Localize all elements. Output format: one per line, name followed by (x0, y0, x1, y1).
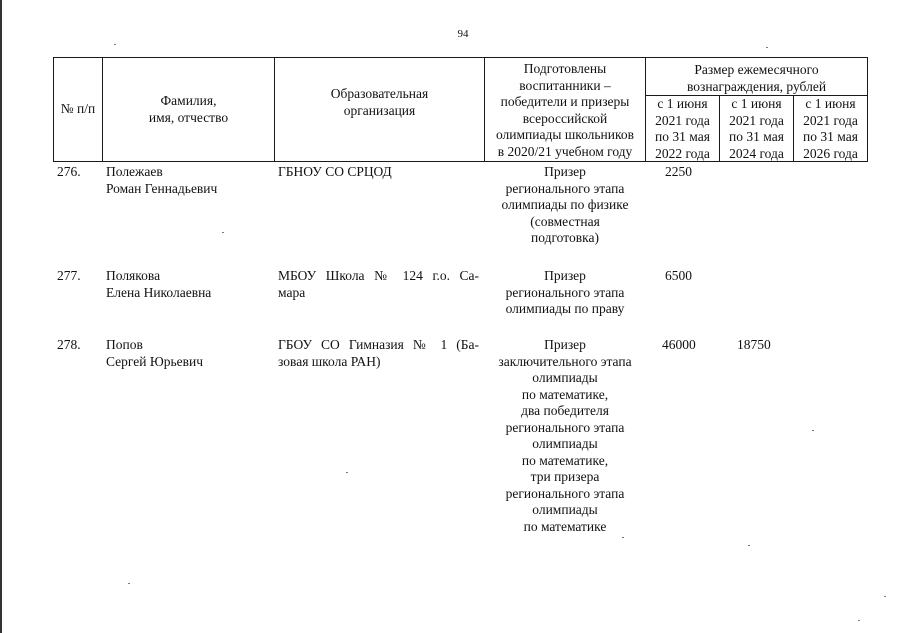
row-name: Полежаев Роман Геннадьевич (106, 164, 218, 196)
row-organization: ГБНОУ СО СРЦОД (278, 164, 392, 179)
row-amount-2024: 18750 (737, 337, 771, 352)
header-organization: Образовательная организация (330, 86, 429, 118)
header-prepared: Подготовлены воспитанники – победители и призеры всероссийской олимпиады школьников в 2020/21 учебном году (495, 61, 634, 159)
row-achievement: Призер регионального этапа олимпиады по праву (505, 268, 625, 316)
row-amount-2022: 6500 (665, 268, 692, 283)
row-organization: МБОУ Школа № 124 г.о. Са- мара (278, 268, 479, 300)
row-amount-2022: 2250 (665, 164, 692, 179)
row-number: 278. (57, 337, 81, 352)
header-amount: Размер ежемесячного вознаграждения, рублей (686, 62, 827, 94)
row-name: Попов Сергей Юрьевич (106, 337, 204, 369)
row-number: 276. (57, 164, 81, 179)
row-number: 277. (57, 268, 81, 283)
row-achievement: Призер регионального этапа олимпиады по физике (совместная подготовка) (501, 164, 629, 245)
header-period-2024: с 1 июня 2021 года по 31 мая 2024 года (729, 96, 784, 161)
page-number: 94 (457, 28, 469, 40)
row-amount-2022: 46000 (662, 337, 696, 352)
row-name: Полякова Елена Николаевна (106, 268, 212, 300)
scan-edge (0, 0, 2, 633)
row-achievement: Призер заключительного этапа олимпиады по математике, два победителя регионального этапа олимпиады по математике, три призера регионального этапа олимпиады по математике (498, 337, 632, 534)
header-number: № п/п (60, 101, 96, 116)
row-organization: ГБОУ СО Гимназия № 1 (Ба- зовая школа РАН) (278, 337, 479, 369)
header-period-2026: с 1 июня 2021 года по 31 мая 2026 года (803, 96, 858, 161)
header-period-2022: с 1 июня 2021 года по 31 мая 2022 года (655, 96, 710, 161)
header-name: Фамилия, имя, отчество (148, 93, 229, 125)
